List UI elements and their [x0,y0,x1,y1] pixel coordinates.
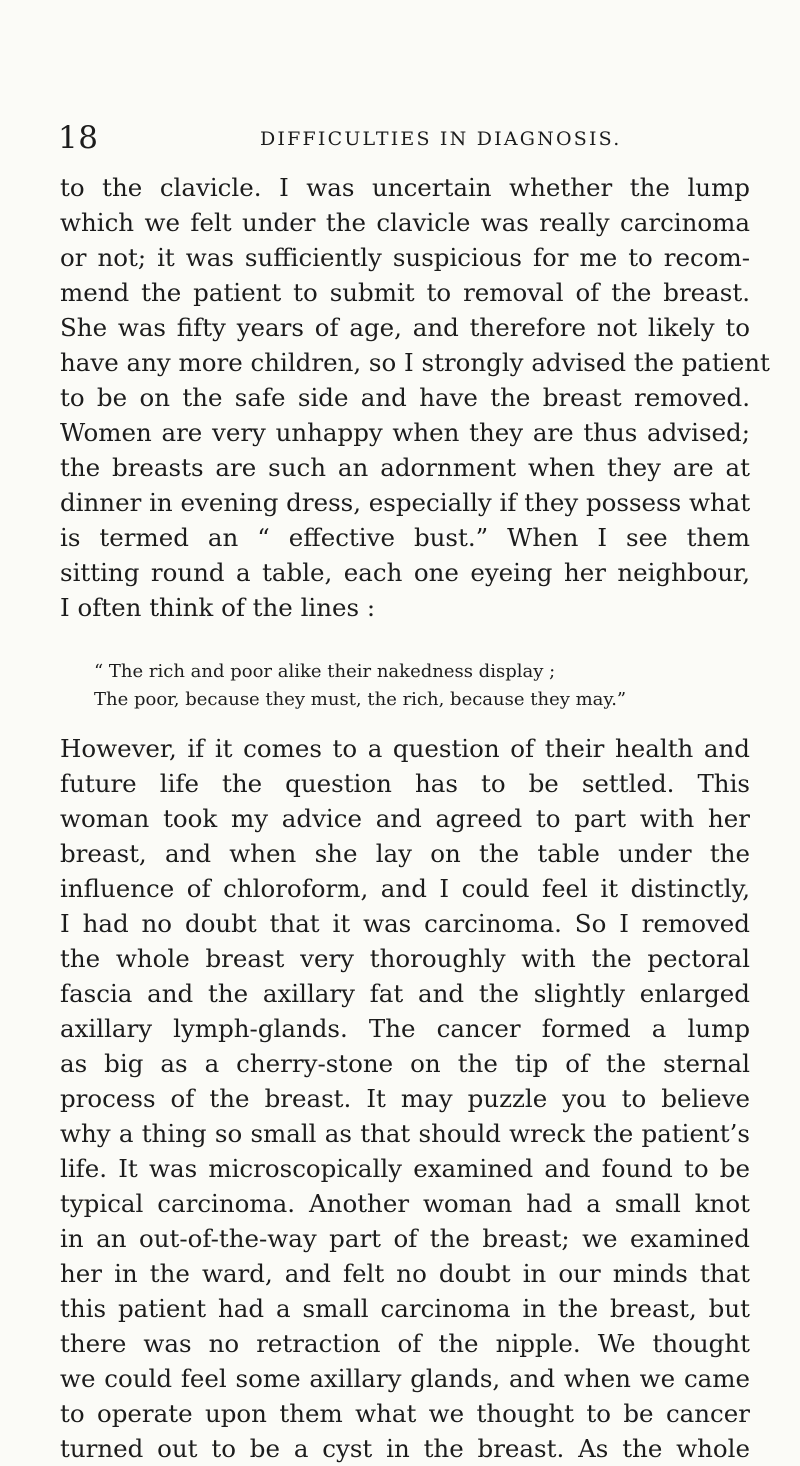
text-line: dinner in evening dress, especially if they possess what [60,488,751,517]
text-line: mend the patient to submit to removal of the breast. [60,278,750,307]
text-line: is termed an “ effective bust.” When I see them [60,523,750,552]
text-line: She was fifty years of age, and therefore not likely to [60,313,750,342]
text-line: I had no doubt that it was carcinoma. So I removed [60,909,750,938]
text-line: typical carcinoma. Another woman had a small knot [60,1189,750,1218]
text-line: which we felt under the clavicle was really carcinoma [60,208,750,237]
text-line: sitting round a table, each one eyeing her neighbour, [60,558,750,587]
text-line: why a thing so small as that should wreck the patient’s [60,1119,750,1148]
text-line: breast, and when she lay on the table under the [60,839,750,868]
text-line: the breasts are such an adornment when they are at [60,453,750,482]
text-line: future life the question has to be settled. This [60,769,750,798]
verse-quotation [94,658,734,714]
text-line: life. It was microscopically examined and found to be [60,1154,750,1183]
paragraph-1 [60,170,770,625]
text-line: we could feel some axillary glands, and when we came [60,1364,750,1393]
text-line: Women are very unhappy when they are thus advised; [60,418,750,447]
text-line: in an out-of-the-way part of the breast; we examined [60,1224,750,1253]
text-line: turned out to be a cyst in the breast. As the whole [60,1434,750,1463]
running-head [0,118,800,158]
text-line: this patient had a small carcinoma in the breast, but [60,1294,750,1323]
text-line: there was no retraction of the nipple. We thought [60,1329,750,1358]
text-line: I often think of the lines : [60,593,376,622]
text-line: or not; it was sufficiently suspicious for me to recom- [60,243,750,272]
text-line: as big as a cherry-stone on the tip of the sternal [60,1049,750,1078]
text-line: However, if it comes to a question of their health and [60,734,750,763]
text-line: her in the ward, and felt no doubt in our minds that [60,1259,750,1288]
text-line: influence of chloroform, and I could feel it distinctly, [60,874,750,903]
text-line: process of the breast. It may puzzle you to believe [60,1084,750,1113]
verse-line: “ The rich and poor alike their nakedness display ; [94,661,556,682]
text-line: to operate upon them what we thought to be cancer [60,1399,750,1428]
text-line: to be on the safe side and have the breast removed. [60,383,750,412]
running-title: DIFFICULTIES IN DIAGNOSIS. [260,128,622,150]
verse-line: The poor, because they must, the rich, because they may.” [94,689,627,710]
text-line: axillary lymph-glands. The cancer formed a lump [60,1014,750,1043]
text-line: have any more children, so I strongly advised the patient [60,348,770,377]
text-line: the whole breast very thoroughly with the pectoral [60,944,750,973]
text-line: fascia and the axillary fat and the slightly enlarged [60,979,750,1008]
paragraph-2 [60,731,750,1466]
page-number: 18 [58,120,99,156]
text-line: to the clavicle. I was uncertain whether the lump [60,173,750,202]
text-line: woman took my advice and agreed to part with her [60,804,750,833]
